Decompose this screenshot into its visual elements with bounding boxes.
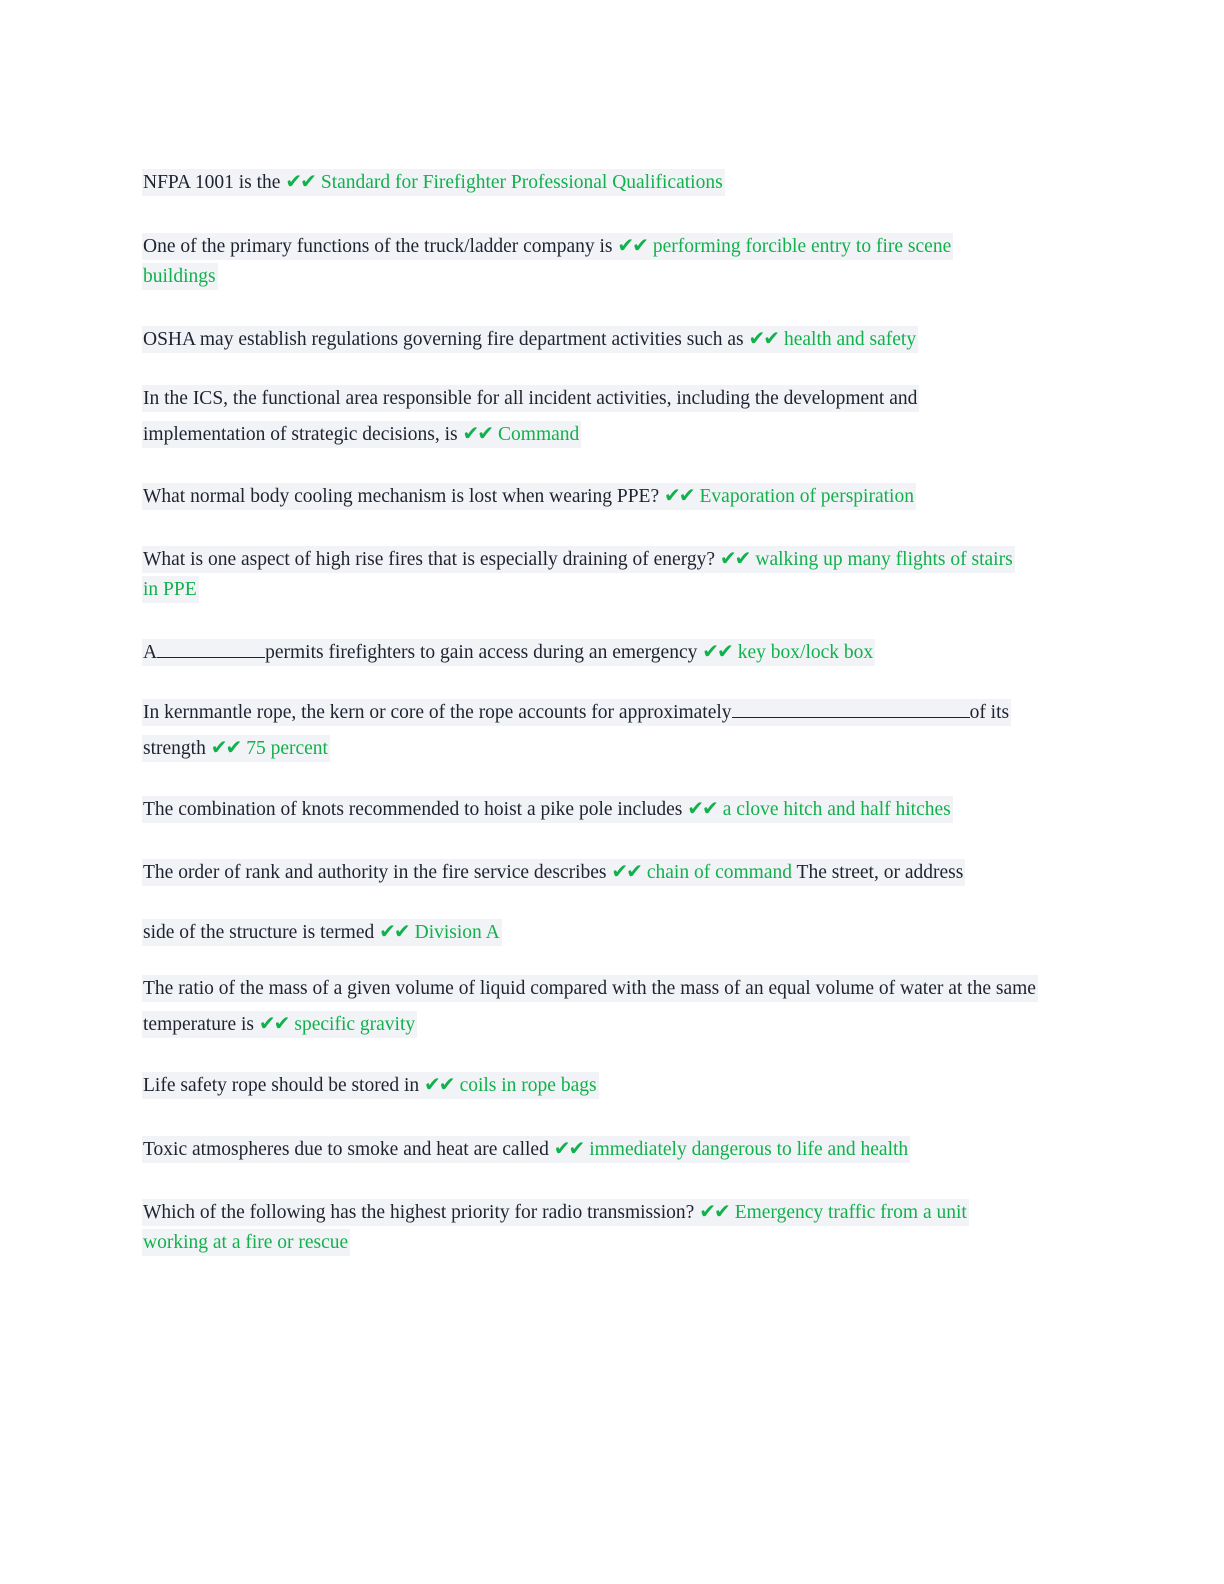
double-check-icon: ✔✔ [424,1072,454,1096]
qa-item-13 [142,1069,1042,1101]
answer-text: Division A [414,922,500,943]
question-text-end: permits firefighters to gain access during an emergency [265,642,698,663]
answer-text: coils in rope bags [459,1075,597,1096]
question-text: What is one aspect of high rise fires that is especially draining of energy? [143,549,715,570]
double-check-icon: ✔✔ [664,483,694,507]
qa-item-4 [142,382,972,452]
qa-item-3 [142,323,1042,355]
question-text: Life safety rope should be stored in [143,1075,420,1096]
question-text: Which of the following has the highest priority for radio transmission? [143,1202,695,1223]
double-check-icon: ✔✔ [719,546,750,570]
question-text: The combination of knots recommended to hoist a pike pole includes [143,799,683,820]
answer-text: specific gravity [294,1014,416,1035]
answer-text: 75 percent [246,738,328,759]
question-text: In the ICS, the functional area responsible for all incident activities, including the development and implementation of strategic decisions, is [143,388,918,445]
question-text-start: A [143,642,158,663]
answer-text: key box/lock box [737,642,874,663]
double-check-icon: ✔✔ [462,421,493,445]
qa-item-6 [142,543,1022,605]
question-text: One of the primary functions of the truck/ladder company is [143,236,613,257]
answer-text: performing forcible entry to fire scene buildings [143,236,952,287]
answer-text: chain of command [646,862,792,883]
answer-text: immediately dangerous to life and health [589,1139,909,1160]
question-text: The order of rank and authority in the fire service describes [143,862,607,883]
double-check-icon: ✔✔ [699,1199,729,1223]
qa-item-14 [142,1133,1042,1165]
answer-text: Emergency traffic from a unit working at a fire or rescue [143,1202,967,1253]
double-check-icon: ✔✔ [702,639,732,663]
qa-item-15 [142,1196,1032,1258]
question-text: Toxic atmospheres due to smoke and heat are called [143,1139,549,1160]
answer-text: Command [498,424,580,445]
answer-text: Evaporation of perspiration [699,486,914,507]
qa-item-1 [142,166,1042,198]
double-check-icon: ✔✔ [553,1136,584,1160]
double-check-icon: ✔✔ [617,233,647,257]
double-check-icon: ✔✔ [258,1011,289,1035]
qa-item-7 [142,636,1042,668]
fill-in-blank [732,699,970,718]
qa-item-8 [142,696,1057,766]
question-text-end: of its strength [143,702,1010,759]
qa-item-9 [142,793,1042,825]
question-text: What normal body cooling mechanism is lost when wearing PPE? [143,486,660,507]
answer-text: health and safety [783,329,917,350]
answer-text: a clove hitch and half hitches [722,799,951,820]
question-text: OSHA may establish regulations governing fire department activities such as [143,329,744,350]
question-text: NFPA 1001 is the [143,172,281,193]
double-check-icon: ✔✔ [210,735,241,759]
question-text: The ratio of the mass of a given volume of liquid compared with the mass of an equal volume of water at the same temperature is [143,978,1036,1035]
qa-item-2 [142,230,1022,292]
double-check-icon: ✔✔ [379,919,409,943]
question-text: side of the structure is termed [143,922,375,943]
answer-text: Standard for Firefighter Professional Qualifications [320,172,723,193]
qa-item-5 [142,480,1042,512]
qa-item-10 [142,856,1052,888]
double-check-icon: ✔✔ [687,796,717,820]
next-question-start: The street, or address [796,862,964,883]
qa-item-11 [142,916,1042,948]
double-check-icon: ✔✔ [611,859,641,883]
fill-in-blank [157,639,265,658]
double-check-icon: ✔✔ [285,169,315,193]
qa-item-12 [142,972,1042,1042]
answer-text: walking up many flights of stairs in PPE [143,549,1013,600]
double-check-icon: ✔✔ [748,326,778,350]
question-text-start: In kernmantle rope, the kern or core of the rope accounts for approximately [143,702,732,723]
